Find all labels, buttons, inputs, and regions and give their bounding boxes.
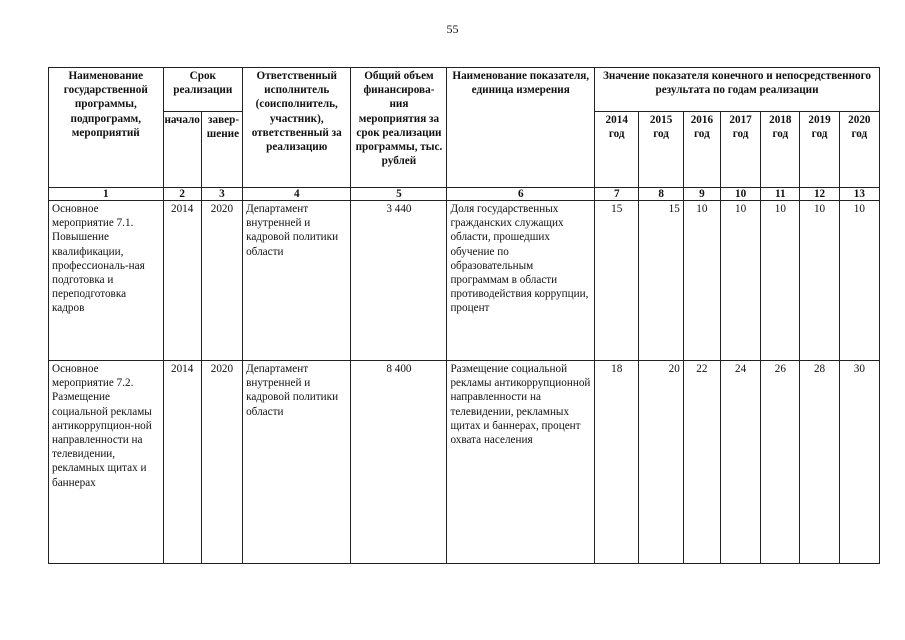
column-number: 10: [720, 188, 760, 201]
column-number: 8: [639, 188, 683, 201]
header-term: Срок реализации: [163, 68, 242, 112]
row-value-2019: 10: [800, 201, 839, 361]
header-year-2019: 2019 год: [800, 112, 839, 188]
row-value-2014: 18: [595, 361, 639, 564]
column-number: 12: [800, 188, 839, 201]
column-number: 3: [201, 188, 242, 201]
column-number: 4: [243, 188, 351, 201]
table-row: [49, 361, 880, 564]
column-number: 13: [839, 188, 879, 201]
header-indicator-name: Наименование показателя, единица измерения: [447, 68, 595, 188]
header-term-end: завер-шение: [201, 112, 242, 188]
column-number-row: [49, 188, 880, 201]
header-year-2017: 2017 год: [720, 112, 760, 188]
header-term-start: начало: [163, 112, 201, 188]
row-value-2018: 26: [761, 361, 800, 564]
row-value-2015: 15: [639, 201, 683, 361]
row-name: Основное мероприятие 7.1. Повышение квалификации, профессиональ-ная подготовка и переподготовка кадров: [49, 201, 164, 361]
column-number: 1: [49, 188, 164, 201]
column-number: 11: [761, 188, 800, 201]
row-value-2020: 10: [839, 201, 879, 361]
row-value-2016: 10: [683, 201, 720, 361]
row-funding: 3 440: [351, 201, 447, 361]
row-value-2018: 10: [761, 201, 800, 361]
row-indicator: Доля государственных гражданских служащих области, прошедших обучение по образовательным программам в области противодействия коррупции, процент: [447, 201, 595, 361]
row-executor: Департамент внутренней и кадровой политики области: [243, 361, 351, 564]
column-number: 2: [163, 188, 201, 201]
row-value-2016: 22: [683, 361, 720, 564]
row-value-2019: 28: [800, 361, 839, 564]
row-end-year: 2020: [201, 361, 242, 564]
row-end-year: 2020: [201, 201, 242, 361]
column-number: 9: [683, 188, 720, 201]
header-year-2018: 2018 год: [761, 112, 800, 188]
row-value-2015: 20: [639, 361, 683, 564]
row-name: Основное мероприятие 7.2. Размещение социальной рекламы антикоррупцион-ной направленности на телевидении, рекламных щитах и баннерах: [49, 361, 164, 564]
column-number: 6: [447, 188, 595, 201]
program-table: [48, 67, 880, 564]
row-start-year: 2014: [163, 361, 201, 564]
header-year-2016: 2016 год: [683, 112, 720, 188]
header-funding: Общий объем финансирова-ния мероприятия за срок реализации программы, тыс. рублей: [351, 68, 447, 188]
header-year-2015: 2015 год: [639, 112, 683, 188]
row-value-2017: 24: [720, 361, 760, 564]
row-value-2017: 10: [720, 201, 760, 361]
row-value-2020: 30: [839, 361, 879, 564]
table-row: [49, 201, 880, 361]
column-number: 7: [595, 188, 639, 201]
header-program-name: Наименование государственной программы, подпрограмм, мероприятий: [49, 68, 164, 188]
page-number: 55: [446, 22, 459, 36]
row-start-year: 2014: [163, 201, 201, 361]
row-funding: 8 400: [351, 361, 447, 564]
row-indicator: Размещение социальной рекламы антикоррупционной направленности на телевидении, рекламных щитах и баннерах, процент охвата населения: [447, 361, 595, 564]
header-indicator-values: Значение показателя конечного и непосредственного результата по годам реализации: [595, 68, 880, 112]
column-number: 5: [351, 188, 447, 201]
row-value-2014: 15: [595, 201, 639, 361]
header-year-2020: 2020 год: [839, 112, 879, 188]
header-year-2014: 2014 год: [595, 112, 639, 188]
header-executor: Ответственный исполнитель (соисполнитель, участник), ответственный за реализацию: [243, 68, 351, 188]
row-executor: Департамент внутренней и кадровой политики области: [243, 201, 351, 361]
